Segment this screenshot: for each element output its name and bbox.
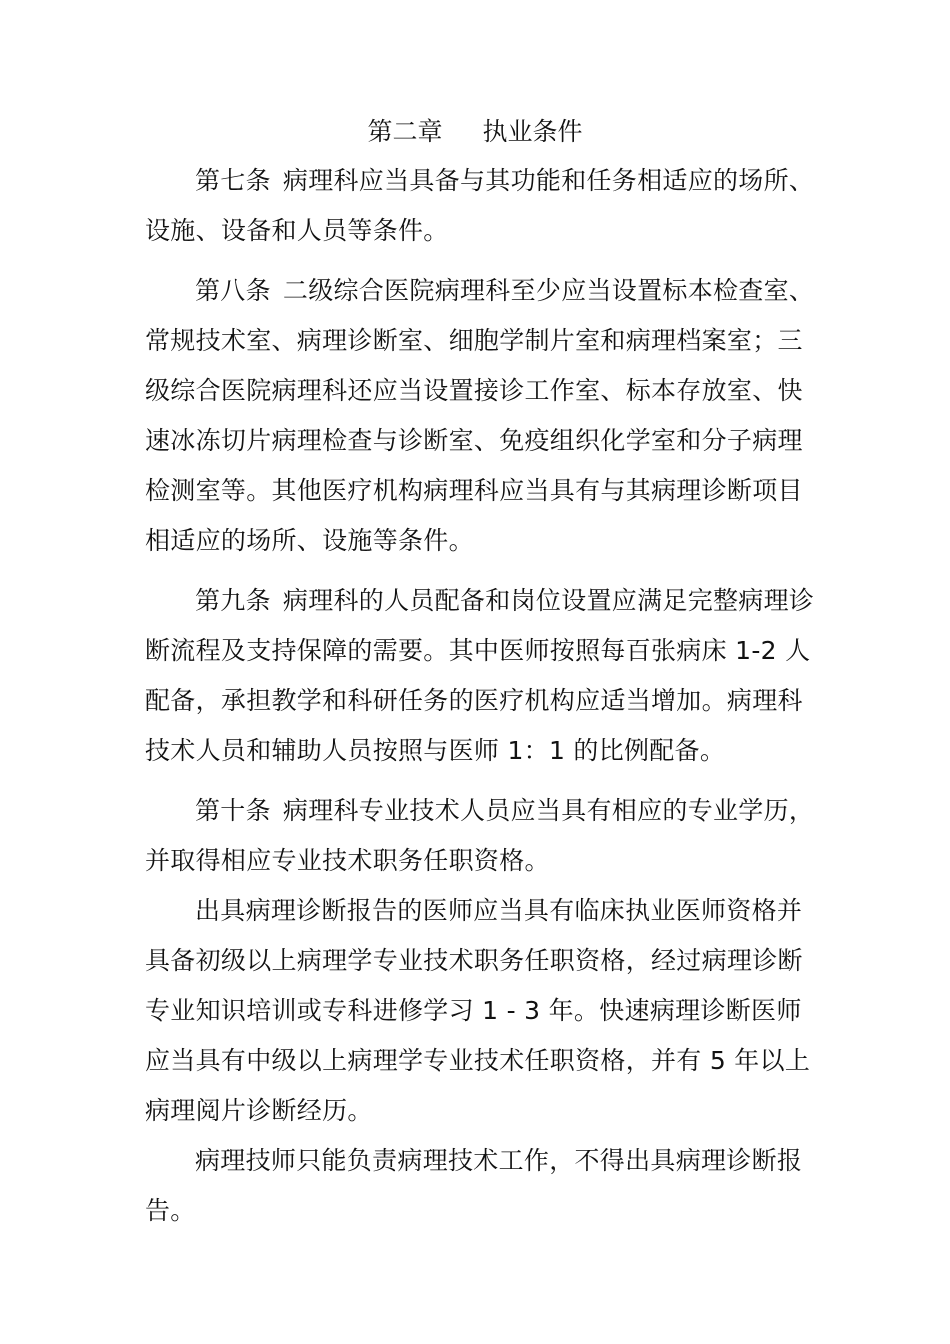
article-number: 第八条 [195,276,271,305]
article-paragraph [145,156,817,256]
article-text: 二级综合医院病理科至少应当设置标本检查室、常规技术室、病理诊断室、细胞学制片室和病理档案室；三级综合医院病理科还应当设置接诊工作室、标本存放室、快速冰冻切片病理检查与诊断室、免疫组织化学室和分子病理检测室等。其他医疗机构病理科应当具有与其病理诊断项目相适应的场所、设施等条件。 [145,276,815,555]
body-paragraph: 出具病理诊断报告的医师应当具有临床执业医师资格并具备初级以上病理学专业技术职务任职资格，经过病理诊断专业知识培训或专科进修学习 1 - 3 年。快速病理诊断医师应当具有中级以上病理学专业技术任职资格，并有 5 年以上病理阅片诊断经历。 [145,896,811,1125]
chapter-number: 第二章 [367,117,443,146]
article-text: 病理科专业技术人员应当具有相应的专业学历，并取得相应专业技术职务任职资格。 [145,796,815,875]
article-number: 第七条 [195,166,271,195]
article-text: 病理科应当具备与其功能和任务相适应的场所、设施、设备和人员等条件。 [145,166,815,245]
chapter-heading [0,112,950,152]
article-paragraph [145,266,817,566]
article-number: 第十条 [195,796,271,825]
article-paragraph [145,576,817,776]
document-body [145,156,817,1236]
body-paragraph: 病理技师只能负责病理技术工作，不得出具病理诊断报告。 [145,1146,803,1225]
article-number: 第九条 [195,586,271,615]
article-text: 病理科的人员配备和岗位设置应满足完整病理诊断流程及支持保障的需要。其中医师按照每百张病床 1-2 人配备，承担教学和科研任务的医疗机构应适当增加。病理科技术人员和辅助人员按照与医师 1：1 的比例配备。 [145,586,815,765]
article-paragraph [145,786,817,886]
chapter-title: 执业条件 [482,117,583,146]
